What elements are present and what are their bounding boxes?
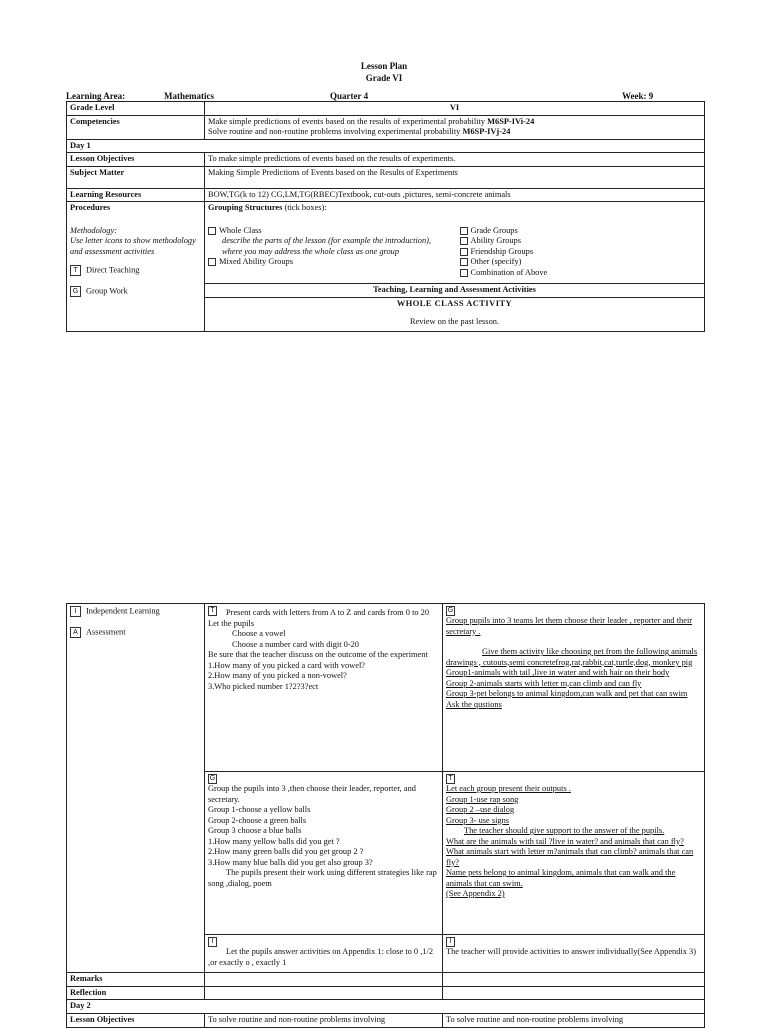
cell1-line-3: Choose a number card with digit 0-20 <box>232 639 359 649</box>
doc-grade: Grade VI <box>365 73 403 83</box>
cell3-line-5: 2.How many green balls did you get group 2 ? <box>208 847 364 856</box>
grouping-title: Grouping Structures <box>208 203 283 212</box>
remarks-cell-2[interactable] <box>443 973 705 987</box>
procedures-cell <box>67 202 205 332</box>
objectives-value: To make simple predictions of events based on the results of experiments. <box>205 153 705 167</box>
objectives-label: Lesson Objectives <box>67 153 205 167</box>
doc-title: Lesson Plan <box>360 61 408 71</box>
competencies-cell <box>205 115 705 139</box>
checkbox-icon[interactable] <box>460 237 468 245</box>
resources-label: Learning Resources <box>67 188 205 202</box>
cell3-line-1: Group 1-choose a yellow balls <box>208 805 311 814</box>
legend-independent: I Independent Learning <box>70 606 201 617</box>
cell1-line-0: Present cards with letters from A to Z and cards from 0 to 20 <box>226 608 430 617</box>
activity-cell-6 <box>443 935 705 973</box>
cell2-line-2: Group1-animals with tail ,live in water and with hair on their body <box>446 668 670 677</box>
subject-value: Making Simple Predictions of Events based on the Results of Experiments <box>205 166 705 188</box>
other-option[interactable]: Other (specify) <box>460 257 702 268</box>
checkbox-icon[interactable] <box>208 227 216 235</box>
a-letter-icon: A <box>70 627 81 638</box>
tla-heading: Teaching, Learning and Assessment Activities <box>205 284 705 298</box>
cell4-line-4: The teacher should give support to the answer of the pupils. <box>464 826 665 835</box>
cell4-line-5: What are the animals with tail ?live in water? and animals that can fly? <box>446 836 684 846</box>
i-letter-icon: I <box>446 937 455 947</box>
learning-area-value: Mathematics <box>164 91 214 101</box>
day2-objective-1: To solve routine and non-routine problems involving <box>205 1013 443 1027</box>
cell4-line-6: What animals start with letter m?animals that can climb? animals that can fly? <box>446 847 694 867</box>
methodology-text: Use letter icons to show methodology and assessment activities <box>70 236 196 256</box>
activity-cell-4 <box>443 772 705 935</box>
friendship-groups-option[interactable]: Friendship Groups <box>460 247 702 258</box>
checkbox-icon[interactable] <box>208 258 216 266</box>
activity-cell-5 <box>205 935 443 973</box>
cell1-line-7: 3.Who picked number 1?2?3?ect <box>208 681 319 691</box>
cell1-line-5: 1.How many of you picked a card with vowel? <box>208 660 365 670</box>
reflection-label: Reflection <box>67 986 205 1000</box>
reflection-cell-1[interactable] <box>205 986 443 1000</box>
remarks-label: Remarks <box>67 973 205 987</box>
competencies-label: Competencies <box>67 115 205 139</box>
cell4-line-0: Let each group present their outputs . <box>446 784 571 793</box>
cell2-line-5: Ask the qustions <box>446 699 502 709</box>
cell2-line-4: Group 3-pet belongs to animal kingdom,can walk and pet that can swim <box>446 689 688 698</box>
competency-1-code: M6SP-IVi-24 <box>487 116 535 126</box>
legend-direct-teaching: T Direct Teaching <box>70 265 201 276</box>
review-text: Review on the past lesson. <box>409 317 500 326</box>
week: Week: 9 <box>622 91 654 101</box>
g-letter-icon: G <box>70 286 81 297</box>
day2-label: Day 2 <box>67 1000 705 1014</box>
cell1-line-6: 2.How many of you picked a non-vowel? <box>208 671 347 680</box>
cell4-line-1: Group 1-use rap song <box>446 794 519 804</box>
g-letter-icon: G <box>209 775 216 782</box>
t-letter-icon: T <box>208 606 217 616</box>
cell3-line-0: Group the pupils into 3 ,then choose their leader, reporter, and secretary. <box>208 784 416 804</box>
cell2-line-3: Group 2-animals starts with letter m,can climb and can fly <box>446 678 642 688</box>
whole-class-option[interactable]: Whole Class <box>208 226 450 237</box>
mixed-ability-option[interactable]: Mixed Ability Groups <box>208 257 450 268</box>
lesson-plan-table-top <box>66 101 705 332</box>
cell6-text: The teacher will provide activities to answer individually(See Appendix 3) <box>446 947 697 956</box>
cell3-line-3: Group 3 choose a blue balls <box>208 826 302 835</box>
cell1-line-4: Be sure that the teacher discuss on the outcome of the experiment <box>208 650 428 659</box>
grade-level-value: VI <box>205 102 705 116</box>
checkbox-icon[interactable] <box>460 227 468 235</box>
activity-cell-3 <box>205 772 443 935</box>
ability-groups-option[interactable]: Ability Groups <box>460 236 702 247</box>
cell3-line-4: 1.How many yellow balls did you get ? <box>208 836 340 846</box>
checkbox-icon[interactable] <box>460 258 468 266</box>
cell3-line-6: 3.How many blue balls did you get also group 3? <box>208 857 373 867</box>
g-letter-icon: G <box>447 607 454 614</box>
grouping-structures-cell <box>205 202 705 284</box>
cell5-text: Let the pupils answer activities on Appendix 1: close to 0 ,1/2 ,or exactly o , exactly 1 <box>208 947 434 967</box>
competency-1: Make simple predictions of events based on the results of experimental probability <box>208 116 486 126</box>
day1-label: Day 1 <box>67 139 705 153</box>
learning-area-label: Learning Area: <box>66 91 126 101</box>
lesson-plan-table-bottom <box>66 603 705 1028</box>
whole-class-activity-heading: WHOLE CLASS ACTIVITY <box>396 298 513 308</box>
day2-objectives-label: Lesson Objectives <box>67 1013 205 1027</box>
legend-cell <box>67 604 205 973</box>
cell2-line-1: Give them activity like choosing pet from the following animals drawings , cutouts,semi concretefrog,rat,rabbit,cat,turtle,dog, monkey pig <box>446 647 698 667</box>
t-letter-icon: T <box>70 265 81 276</box>
cell1-line-2: Choose a vowel <box>232 629 286 638</box>
quarter: Quarter 4 <box>330 91 369 101</box>
grade-groups-option[interactable]: Grade Groups <box>460 226 702 237</box>
grouping-suffix: (tick boxes): <box>284 203 327 212</box>
cell4-line-3: Group 3- use signs <box>446 815 510 825</box>
cell3-line-2: Group 2-choose a green balls <box>208 815 307 825</box>
procedures-label: Procedures <box>70 203 111 212</box>
cell4-line-7: Name pets belong to animal kingdom, animals that can walk and the animals that can swim. <box>446 868 676 888</box>
cell4-line-8: (See Appendix 2) <box>446 889 505 898</box>
remarks-cell-1[interactable] <box>205 973 443 987</box>
checkbox-icon[interactable] <box>460 269 468 277</box>
checkbox-icon[interactable] <box>460 248 468 256</box>
legend-group-work: G Group Work <box>70 286 201 297</box>
resources-value: BOW,TG(k to 12) CG,LM,TG(RBEC)Textbook, cut-outs ,pictures, semi-concrete animals <box>205 188 705 202</box>
methodology-title: Methodology: <box>70 225 117 235</box>
reflection-cell-2[interactable] <box>443 986 705 1000</box>
combination-option[interactable]: Combination of Above <box>460 268 702 279</box>
cell2-line-0: Group pupils into 3 teams let them choose their leader , reporter and their secretary . <box>446 616 693 636</box>
activity-cell-1 <box>205 604 443 772</box>
legend-assessment: A Assessment <box>70 627 201 638</box>
activity-cell-2 <box>443 604 705 772</box>
whole-class-desc: describe the parts of the lesson (for example the introduction), where you may address the whole class as one group <box>222 236 432 256</box>
day2-objective-2: To solve routine and non-routine problems involving <box>443 1013 705 1027</box>
i-letter-icon: I <box>208 937 217 947</box>
cell3-line-7: The pupils present their work using different strategies like rap song ,dialog, poem <box>208 868 437 888</box>
competency-2-code: M6SP-IVj-24 <box>462 127 511 136</box>
grade-level-label: Grade Level <box>67 102 205 116</box>
cell1-line-1: Let the pupils <box>208 618 255 628</box>
cell4-line-2: Group 2 –use dialog <box>446 805 515 814</box>
i-letter-icon: I <box>70 606 81 617</box>
whole-class-activity-cell <box>205 297 705 331</box>
subject-label: Subject Matter <box>67 166 205 188</box>
t-letter-icon: T <box>446 774 455 784</box>
competency-2: Solve routine and non-routine problems involving experimental probability <box>208 127 461 136</box>
